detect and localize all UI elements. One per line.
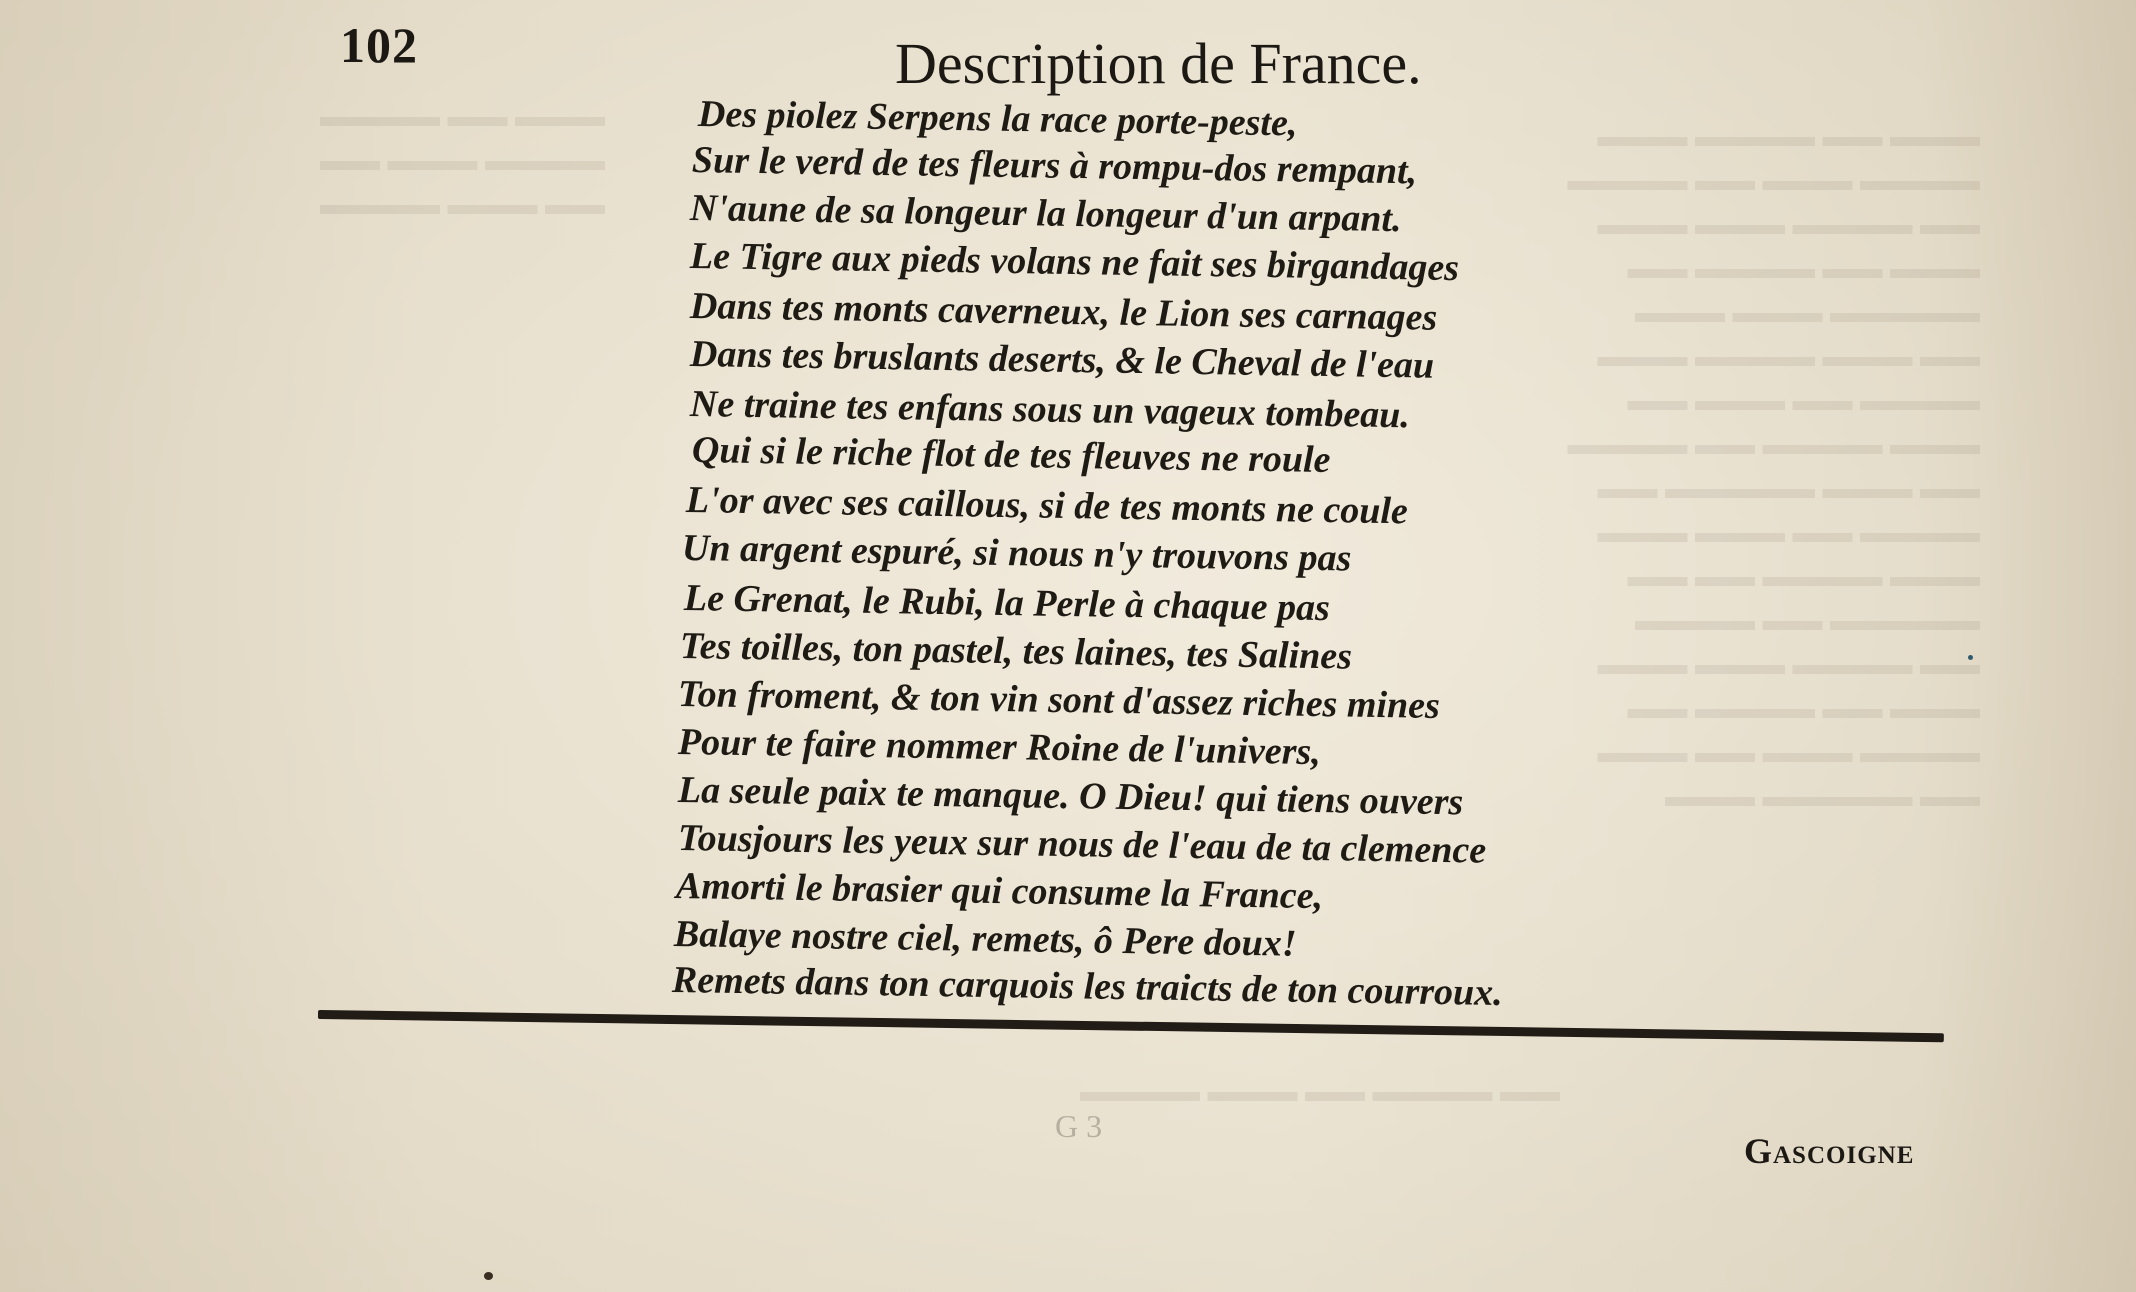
poem-line: La seule paix te manque. O Dieu! qui tiens ouvers <box>677 769 1464 824</box>
poem-line: L'or avec ses caillous, si de tes monts ne coule <box>685 479 1409 533</box>
poem-line: Le Tigre aux pieds volans ne fait ses birgandages <box>689 235 1460 290</box>
poem-line: Des piolez Serpens la race porte-peste, <box>697 93 1298 145</box>
poem-line: Remets dans ton carquois les traicts de ton courroux. <box>671 959 1504 1015</box>
poem-line: N'aune de sa longeur la longeur d'un arpant. <box>689 187 1402 241</box>
poem-line: Dans tes monts caverneux, le Lion ses carnages <box>689 285 1438 339</box>
poem-line: Amorti le brasier qui consume la France, <box>675 865 1324 918</box>
poem-line: Pour te faire nommer Roine de l'univers, <box>677 721 1322 774</box>
poem-line: Ton froment, & ton vin sont d'assez riches mines <box>677 673 1441 727</box>
poem-line: Tes toilles, ton pastel, tes laines, tes Salines <box>679 625 1353 678</box>
running-title: Description de France. <box>895 31 1422 96</box>
show-through-right: ▬▬▬ ▬▬ ▬▬▬▬ ▬▬▬ ▬▬▬▬ ▬▬▬ ▬▬ ▬▬▬▬ ▬▬ ▬▬▬▬ ▬▬▬ ▬▬▬ ▬▬▬ ▬▬ ▬▬▬▬ ▬▬ ▬▬▬▬▬ ▬▬▬ ▬▬▬ ▬▬ ▬▬▬ ▬▬▬▬ ▬▬▬ ▬▬▬▬ ▬▬ ▬▬▬ ▬▬ ▬▬▬ ▬▬▬▬ ▬▬ ▬▬▬▬ ▬▬ ▬▬▬ ▬▬▬▬▬ ▬▬ ▬▬▬▬ ▬▬ ▬▬▬ ▬▬▬ ▬▬▬ ▬▬▬▬ ▬▬ ▬▬ ▬▬▬▬▬ ▬▬ ▬▬▬▬ ▬▬ ▬▬▬▬ ▬▬▬ ▬▬▬ ▬▬▬ ▬▬ ▬▬▬▬ ▬▬ ▬▬▬▬ ▬▬▬ ▬▬ ▬▬▬ ▬▬ ▬▬▬▬▬ ▬▬▬ <box>1567 120 1980 813</box>
poem-line: Balaye nostre ciel, remets, ô Pere doux! <box>673 913 1297 965</box>
poem-line: Un argent espuré, si nous n'y trouvons pas <box>681 527 1352 580</box>
poem-line: Qui si le riche flot de tes fleuves ne roule <box>691 429 1331 482</box>
page-number: 102 <box>340 17 418 73</box>
poem-line: Tousjours les yeux sur nous de l'eau de ta clemence <box>677 817 1487 872</box>
poem-line: Dans tes bruslants deserts, & le Cheval de l'eau <box>689 333 1435 387</box>
ink-spot <box>484 1272 493 1280</box>
poem-line: Ne traine tes enfans sous un vageux tombeau. <box>689 383 1411 437</box>
poem-line: Sur le verd de tes fleurs à rompu-dos rempant, <box>691 139 1418 193</box>
show-through-bottom: ▬▬ ▬▬▬▬ ▬▬ ▬▬▬ ▬▬▬▬ <box>1080 1075 1560 1108</box>
signature-mark: G 3 <box>1055 1108 1103 1144</box>
poem-line: Le Grenat, le Rubi, la Perle à chaque pas <box>683 577 1331 630</box>
catchword: Gascoigne <box>1744 1131 1915 1171</box>
ink-spot <box>1968 655 1973 660</box>
show-through-left: ▬▬▬ ▬▬ ▬▬▬▬ ▬▬▬▬ ▬▬▬ ▬▬ ▬▬ ▬▬▬ ▬▬▬▬ <box>320 100 605 221</box>
